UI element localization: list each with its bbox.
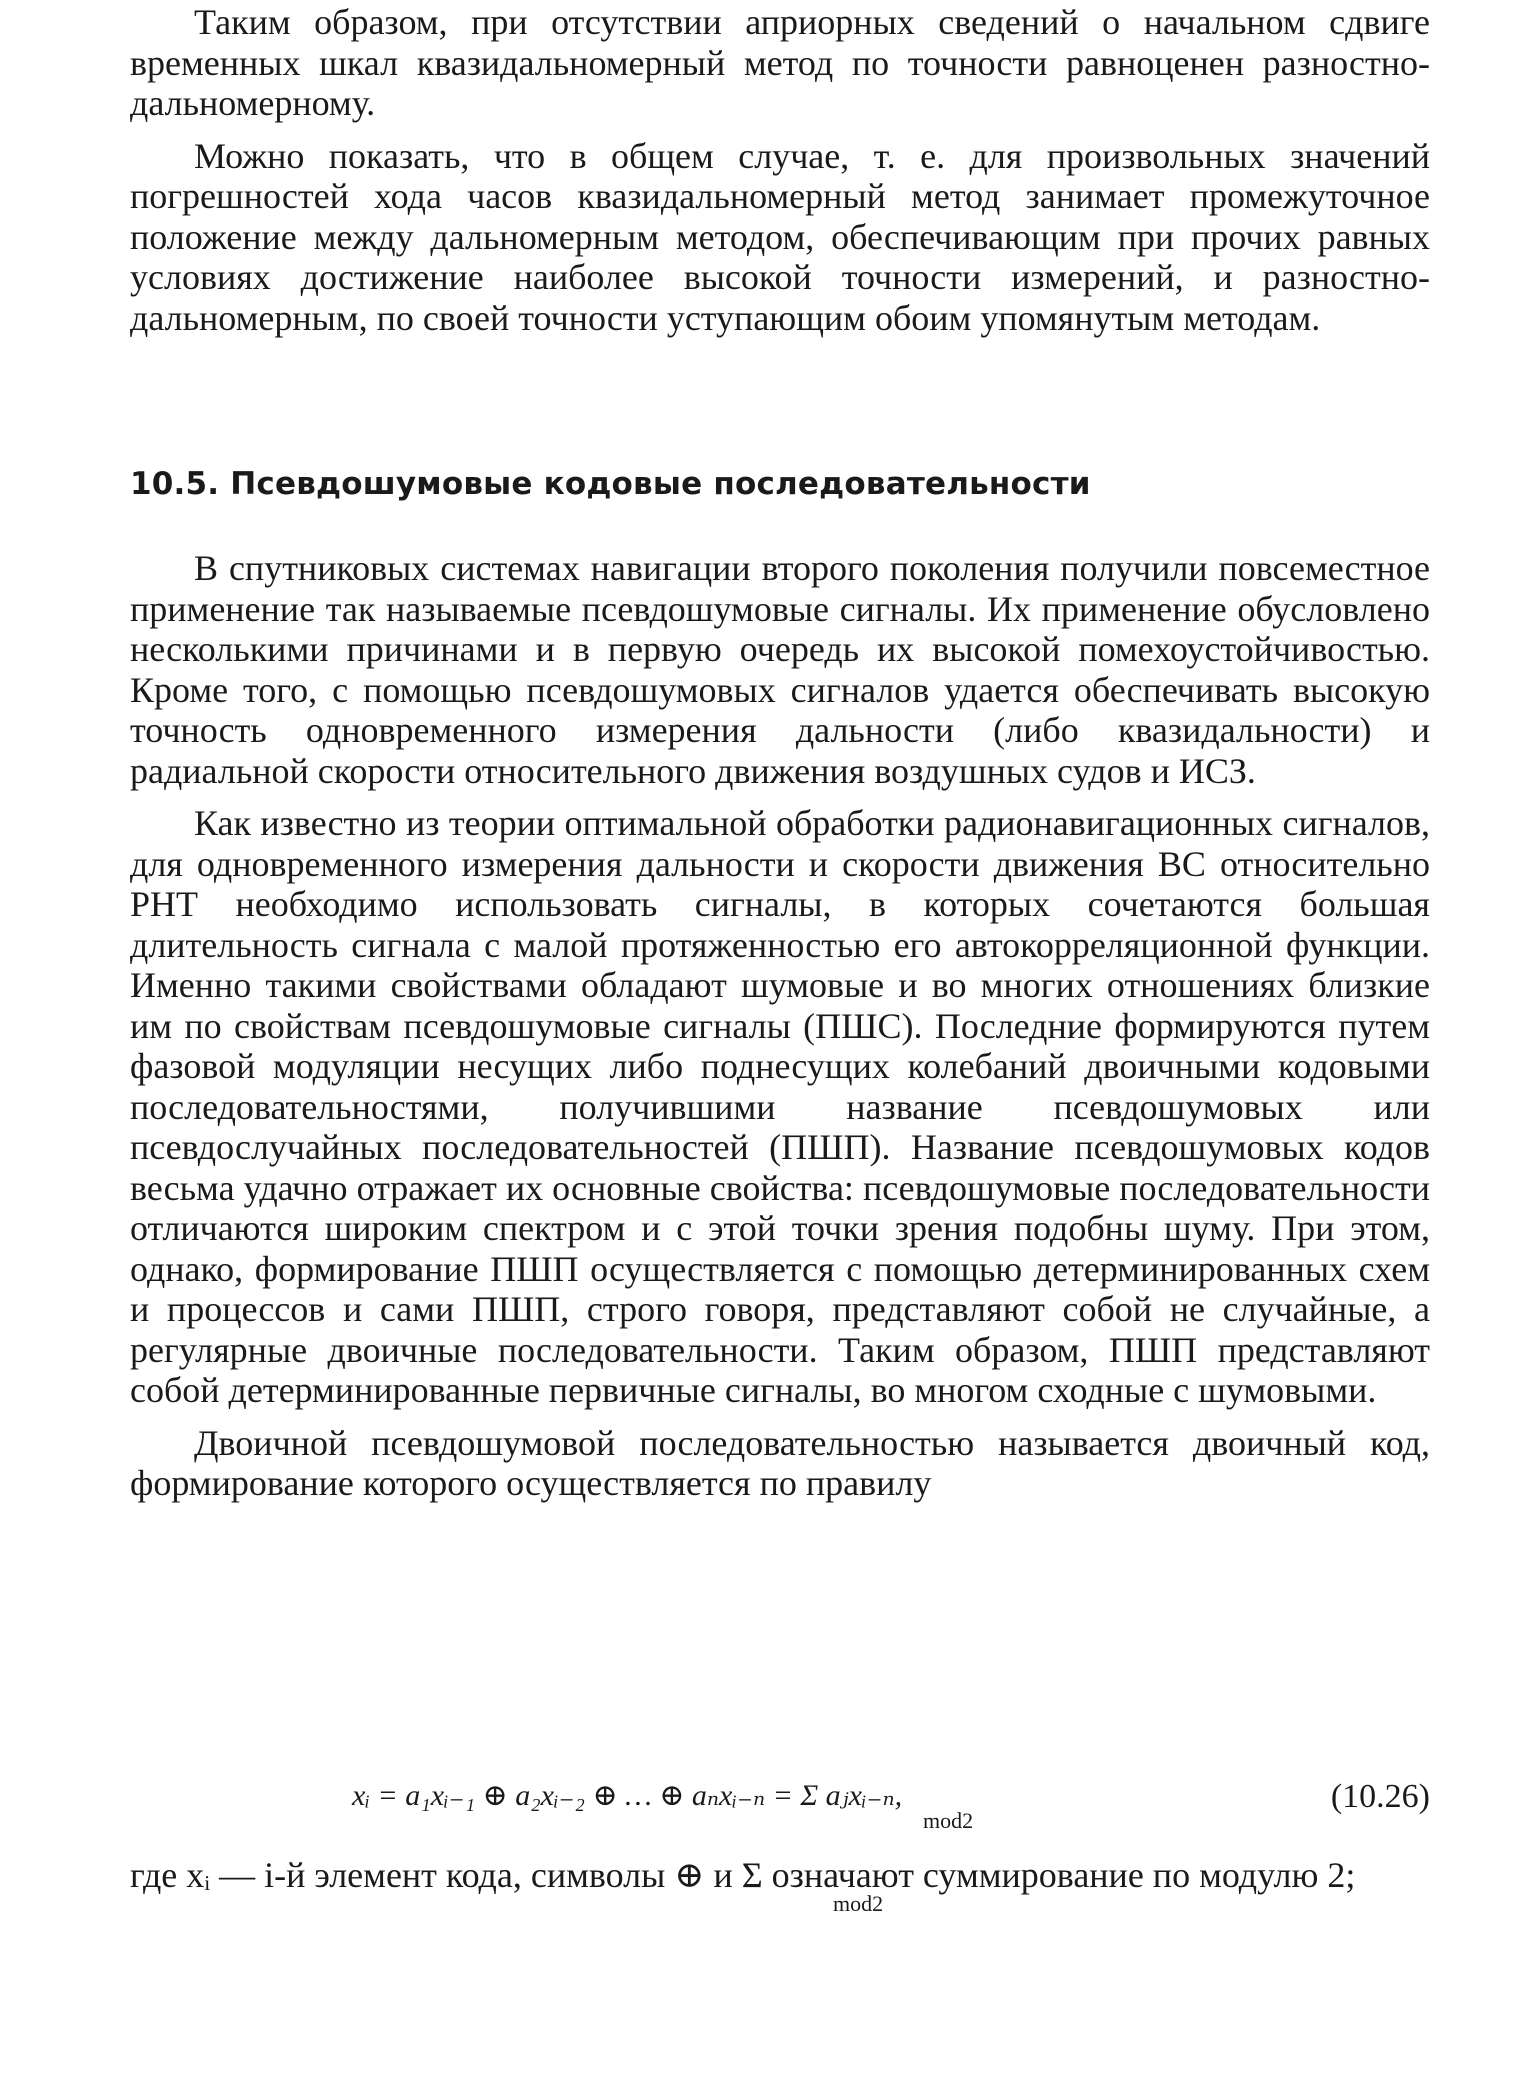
equation-10-26 [130, 1778, 1430, 1838]
where-text: где xᵢ — i-й элемент кода, символы ⊕ и Σ означают суммирование по модулю 2; [130, 1855, 1356, 1895]
equation-expression: xᵢ = a₁xᵢ₋₁ ⊕ a₂xᵢ₋₂ ⊕ … ⊕ aₙxᵢ₋ₙ = Σ aⱼxᵢ₋ₙ, [352, 1779, 903, 1812]
where-clause [130, 1855, 1430, 1916]
paragraph-1: Таким образом, при отсутствии априорных сведений о начальном сдвиге временных шкал квазидальномерный метод по точности равноценен разностно-дальномерному. [130, 2, 1430, 123]
section-heading: 10.5. Псевдошумовые кодовые последовательности [130, 466, 1091, 502]
section-text-block [130, 548, 1430, 1504]
equation-sum-subscript: mod2 [923, 1808, 974, 1833]
paragraph-5: Двоичной псевдошумовой последовательностью называется двоичный код, формирование которого осуществляется по правилу [130, 1422, 1430, 1503]
paragraph-2: Можно показать, что в общем случае, т. е. для произвольных значений погрешностей хода часов квазидальномерный метод занимает промежуточное положение между дальномерным методом, обеспечивающим при прочих равных условиях достижение наиболее высокой точности измерений, и разностно-дальномерным, по своей точности уступающим обоим упомянутым методам. [130, 135, 1430, 338]
paragraph-4: Как известно из теории оптимальной обработки радионавигационных сигналов, для одновременного измерения дальности и скорости движения ВС относительно РНТ необходимо использовать сигналы, в которых сочетаются большая длительность сигнала с малой протяженностью его автокорреляционной функции. Именно такими свойствами обладают шумовые и во многих отношениях близкие им по свойствам псевдошумовые сигналы (ПШС). Последние формируются путем фазовой модуляции несущих либо поднесущих колебаний двоичными кодовыми последовательностями, получившими название псевдошумовых или псевдослучайных последовательностей (ПШП). Название псевдошумовых кодов весьма удачно отражает их основные свойства: псевдошумовые последовательности отличаются широким спектром и с этой точки зрения подобны шуму. При этом, однако, формирование ПШП осуществляется с помощью детерминированных схем и процессов и сами ПШП, строго говоря, представляют собой не случайные, а регулярные двоичные последовательности. Таким образом, ПШП представляют собой детерминированные первичные сигналы, во многом сходные с шумовыми. [130, 803, 1430, 1410]
where-sum-subscript: mod2 [833, 1891, 884, 1916]
opening-text-block [130, 2, 1430, 338]
paragraph-3: В спутниковых системах навигации второго поколения получили повсеместное применение так называемые псевдошумовые сигналы. Их применение обусловлено несколькими причинами и в первую очередь их высокой помехоустойчивостью. Кроме того, с помощью псевдошумовых сигналов удается обеспечивать высокую точность одновременного измерения дальности (либо квазидальности) и радиальной скорости относительного движения воздушных судов и ИСЗ. [130, 548, 1430, 791]
equation-number: (10.26) [1330, 1778, 1430, 1815]
